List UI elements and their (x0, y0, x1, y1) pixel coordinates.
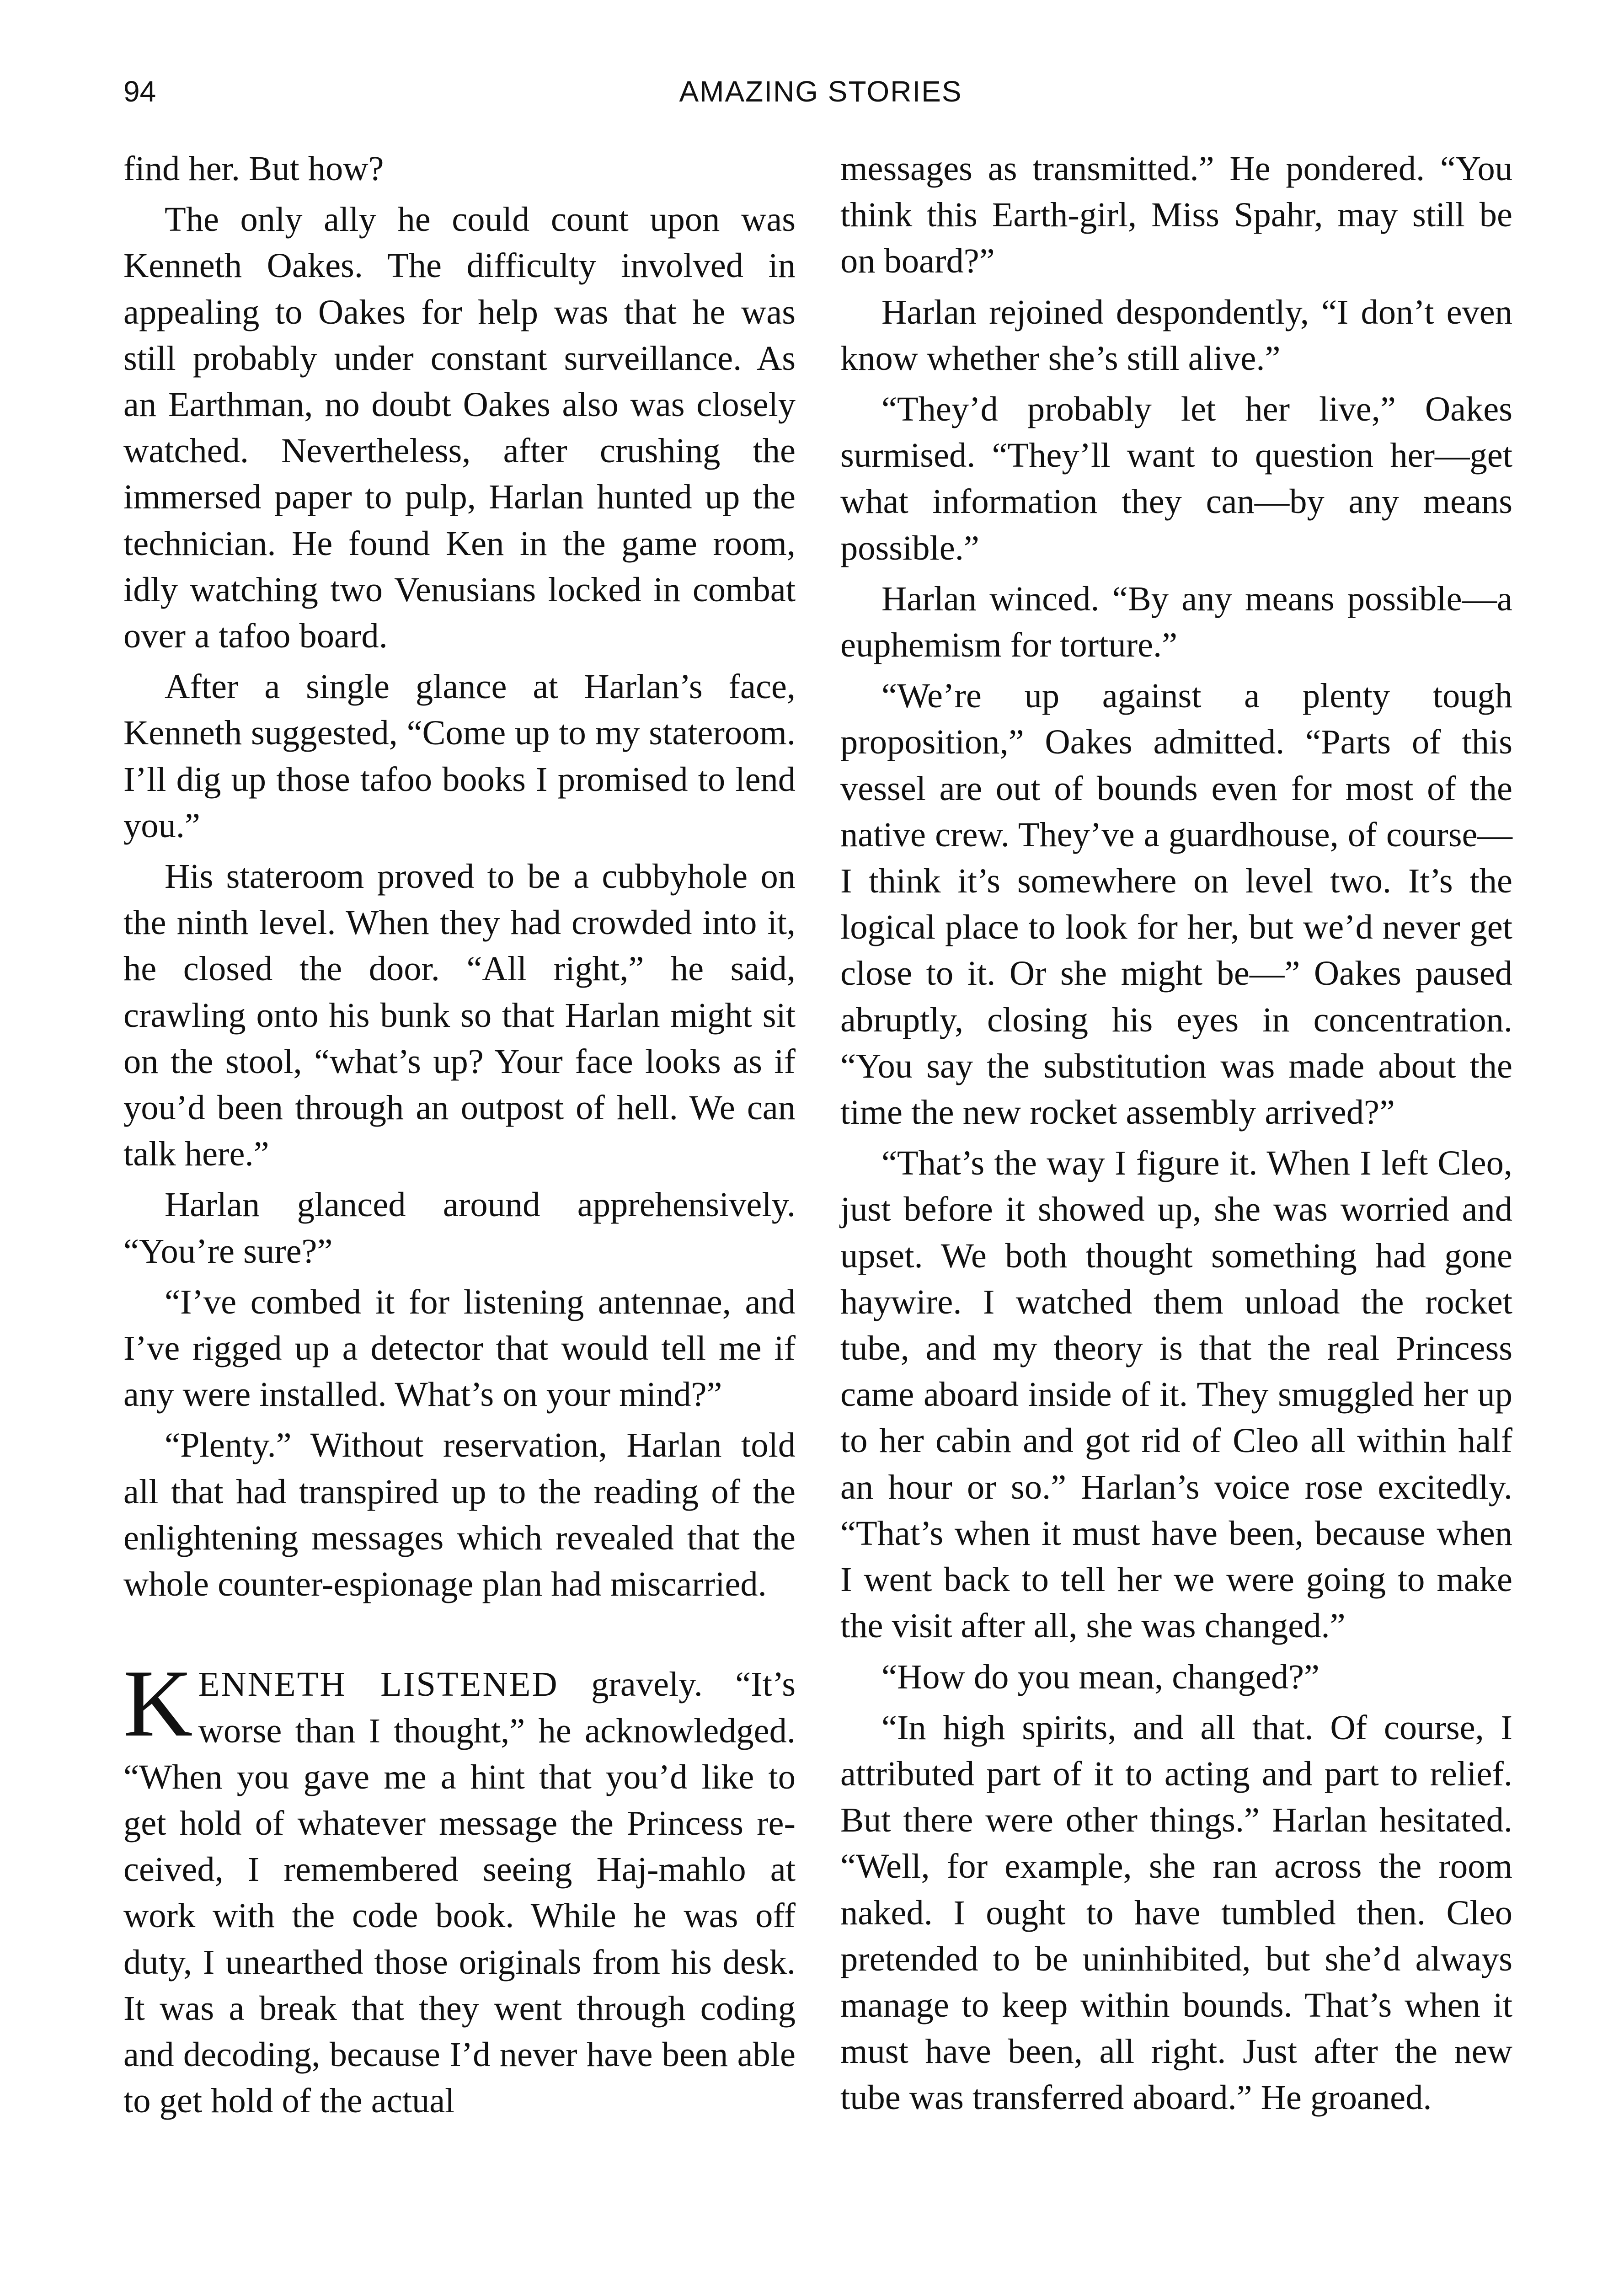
paragraph: “I’ve combed it for listening antennae, and I’ve rigged up a detector that would tell me if any were installed. What’s on your mind?” (123, 1282, 796, 1414)
running-title: AMAZING STORIES (679, 75, 962, 108)
section-body-text: gravely. “It’s worse than I thought,” he acknowledged. “When you gave me a hint that you’d like to get hold of whatever message the Princess received, I remembered seeing Haj-mahlo at work with the code book. While he was off duty, I unearthed those originals from his desk. It was a break that they went through coding and decoding, because I’d never have been able to get hold of the actual (123, 1665, 796, 2120)
paragraph: “That’s the way I figure it. When I left Cleo, just before it showed up, she was worried and upset. We both thought something had gone haywire. I watched them unload the rocket tube, and my theory is that the real Princess came aboard inside of it. They smuggled her up to her cabin and got rid of Cleo all within half an hour or so.” Harlan’s voice rose excitedly. “That’s when it must have been, because when I went back to tell her we were going to make the visit after all, she was changed.” (840, 1143, 1512, 1645)
paragraph: His stateroom proved to be a cubbyhole on the ninth level. When they had crowded into it, he closed the door. “All right,” he said, crawling onto his bunk so that Harlan might sit on the stool, “what’s up? Your face looks as if you’d been through an outpost of hell. We can talk here.” (123, 857, 796, 1174)
paragraph: The only ally he could count upon was Kenneth Oakes. The difficulty involved in appealing to Oakes for help was that he was still probably under constant surveillance. As an Earthman, no doubt Oakes also was closely watched. Nevertheless, after crushing the immersed paper to pulp, Harlan hunted up the technician. He found Ken in the game room, idly watching two Venusians locked in combat over a tafoo board. (123, 200, 796, 656)
paragraph: Harlan rejoined despondently, “I don’t even know whether she’s still alive.” (840, 292, 1512, 378)
section-lead-in: ENNETH LISTENED (198, 1665, 559, 1704)
paragraph: After a single glance at Harlan’s face, Kenneth suggested, “Come up to my stateroom. I’ll dig up those tafoo books I promised to lend you.” (123, 667, 796, 845)
page-number: 94 (123, 75, 156, 108)
paragraph: “They’d probably let her live,” Oakes surmised. “They’ll want to question her—get what information they can—by any means possible.” (840, 390, 1512, 567)
paragraph: Harlan winced. “By any means possible—a euphemism for torture.” (840, 579, 1512, 665)
paragraph: “We’re up against a plenty tough proposition,” Oakes admitted. “Parts of this vessel are out of bounds even for most of the native crew. They’ve a guardhouse, of course—I think it’s somewhere on level two. It’s the logical place to look for her, but we’d never get close to it. Or she might be—” Oakes paused abruptly, closing his eyes in concentration. “You say the substitution was made about the time the new rocket assembly arrived?” (840, 676, 1512, 1132)
paragraph: “Plenty.” Without reservation, Harlan told all that had transpired up to the reading of the enlightening messages which revealed that the whole counter-espionage plan had miscarried. (123, 1426, 796, 1604)
paragraph: find her. But how? (123, 149, 384, 188)
right-column (840, 145, 1512, 2126)
section-opening-paragraph (123, 1650, 796, 2124)
page-header (123, 69, 1518, 123)
drop-cap: K (123, 1650, 193, 1757)
paragraph: “In high spirits, and all that. Of course, I attributed part of it to acting and part to relief. But there were other things.” Harlan hesitated. “Well, for example, she ran across the room naked. I ought to have tumbled then. Cleo pretended to be uninhibited, but she’d always manage to keep within bounds. That’s when it must have been, all right. Just after the new tube was transferred aboard.” He groaned. (840, 1708, 1512, 2117)
left-column (123, 145, 796, 2128)
paragraph: messages as transmitted.” He pondered. “You think this Earth-girl, Miss Spahr, may still be on board?” (840, 149, 1512, 281)
paragraph: Harlan glanced around apprehensively. “You’re sure?” (123, 1185, 796, 1271)
paragraph: “How do you mean, changed?” (881, 1657, 1320, 1696)
